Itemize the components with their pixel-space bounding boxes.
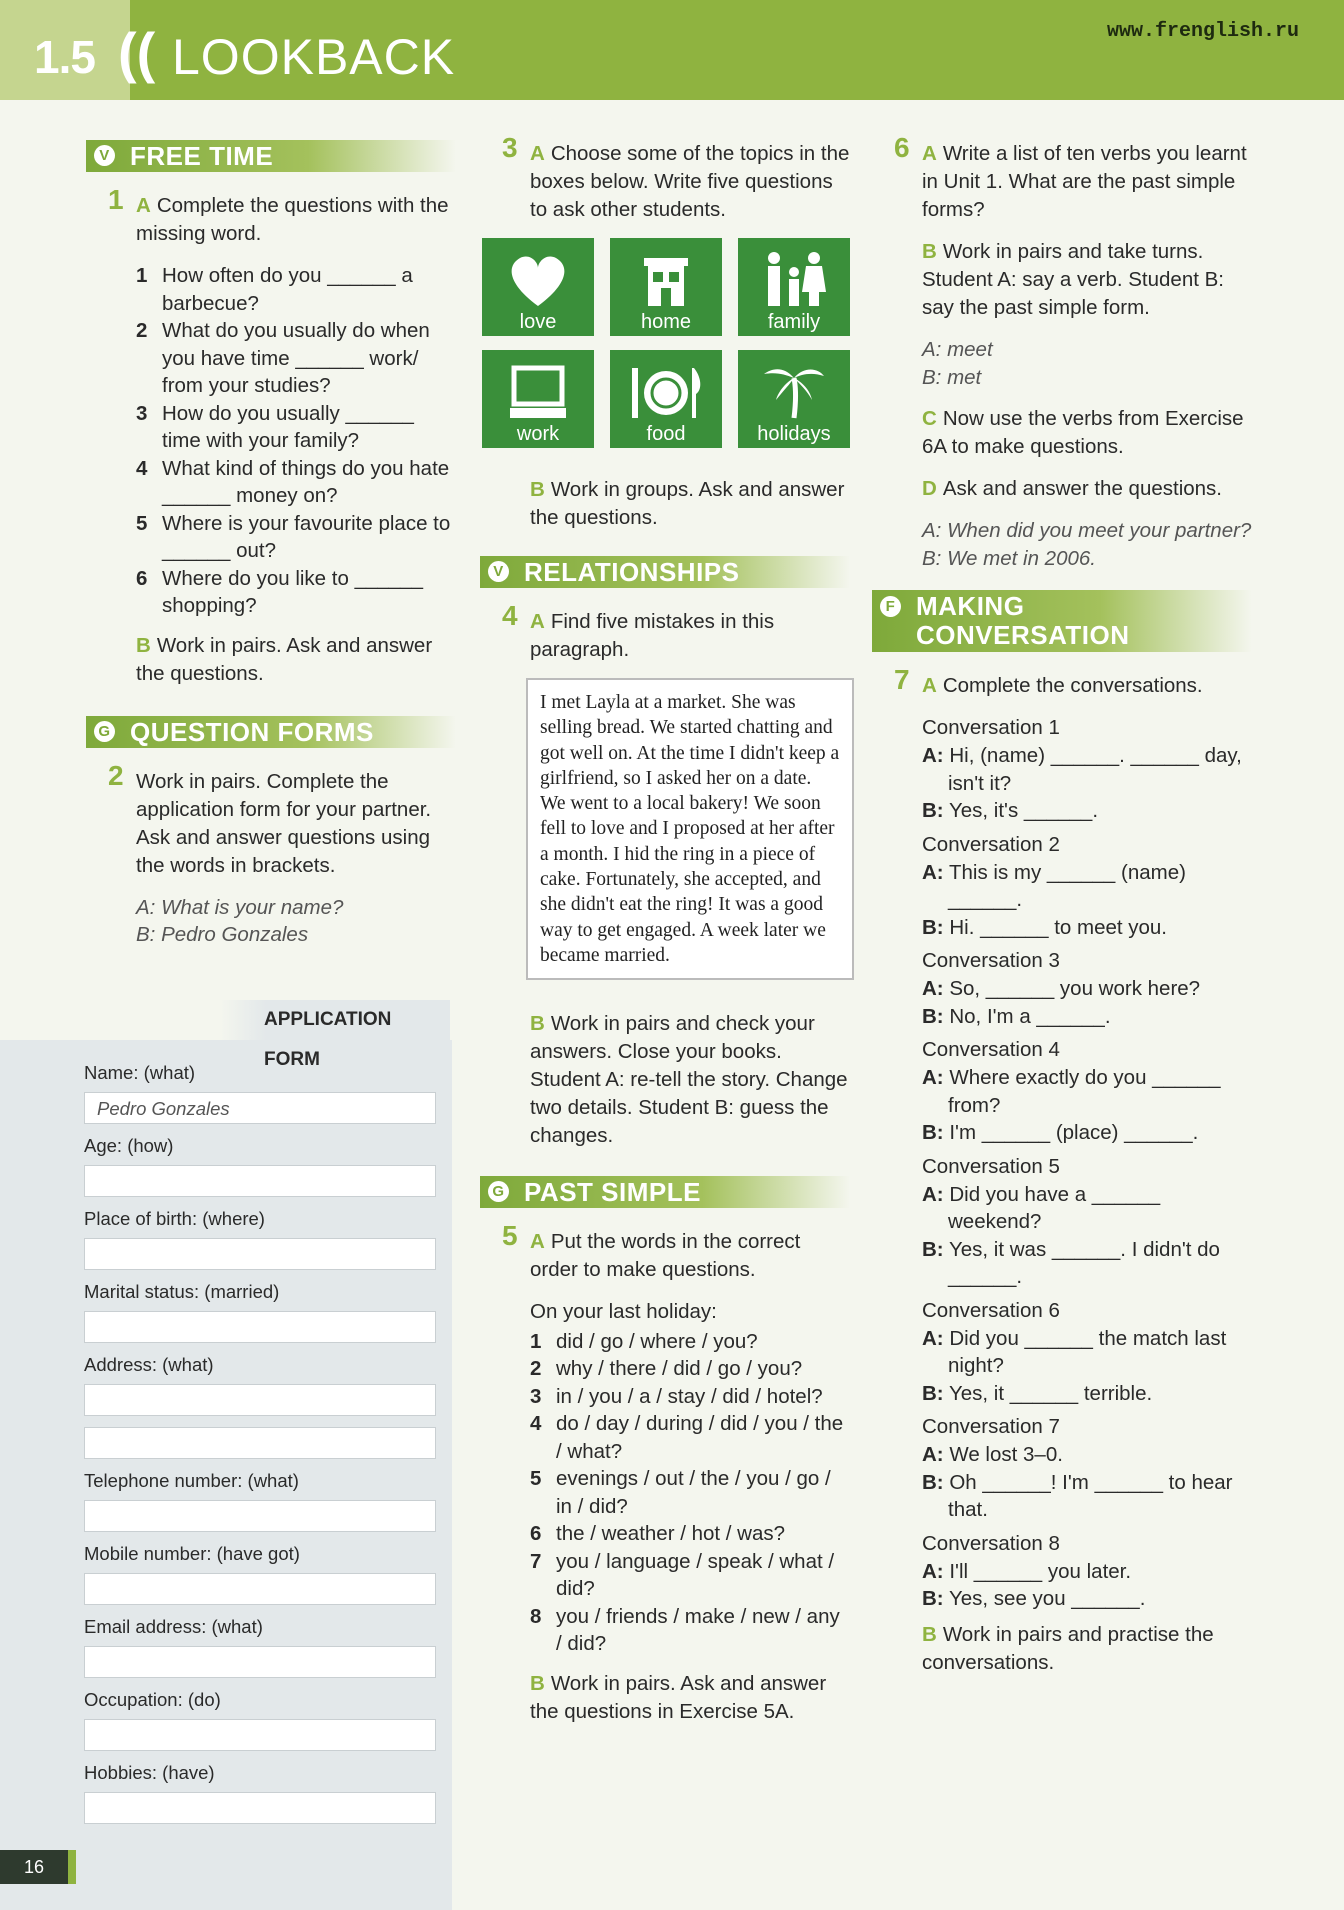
past-simple-items: [530, 1328, 850, 1658]
list-item: [530, 1520, 850, 1548]
question-example: A: When did you meet your partner? B: We met in 2006.: [922, 519, 1252, 570]
topic-label: food: [646, 423, 686, 445]
list-item: [530, 1465, 850, 1520]
speaker-label: B:: [922, 1237, 944, 1261]
conversation-title: Conversation 8: [922, 1531, 1060, 1555]
item-text: Where is your favourite place to ______ out?: [162, 511, 451, 562]
exercise-2: 2 Work in pairs. Complete the application form for your partner. Ask and answer questions using the words in brackets.: [108, 759, 432, 877]
line-text: Oh ______! I'm ______ to hear that.: [948, 1470, 1233, 1521]
line-text: We lost 3–0.: [949, 1443, 1063, 1466]
conversation-line: [922, 1064, 1252, 1119]
section-making-conversation: F MAKING CONVERSATION: [872, 590, 1252, 652]
conversations: [872, 714, 1252, 1613]
form-field-label: Hobbies: (have): [84, 1762, 215, 1783]
line-text: Yes, see you ______.: [948, 1587, 1146, 1610]
conversation-line: [922, 1380, 1252, 1408]
topic-label: work: [516, 423, 560, 445]
topic-tile-holidays: [738, 350, 850, 448]
topic-tile-food: [610, 350, 722, 448]
item-text: did / go / where / you?: [556, 1329, 758, 1353]
line-text: Did you have a ______ weekend?: [948, 1182, 1161, 1233]
item-text: you / language / speak / what / did?: [556, 1549, 835, 1601]
item-text: evenings / out / the / you / go / in / did?: [556, 1467, 831, 1518]
conversation-line: [922, 1325, 1252, 1380]
form-field-input[interactable]: [84, 1500, 436, 1532]
form-field-input[interactable]: [84, 1427, 436, 1459]
line-text: Yes, it's ______.: [948, 799, 1099, 822]
speaker-label: B:: [922, 1470, 944, 1494]
exercise-6d: D Ask and answer the questions.: [922, 477, 1223, 500]
exercise-7b: B Work in pairs and practise the conversations.: [922, 1622, 1214, 1674]
item-text: What kind of things do you hate ______ money on?: [162, 456, 450, 507]
item-number: 5: [136, 511, 148, 535]
speaker-label: A:: [922, 1443, 944, 1466]
form-field-input[interactable]: [84, 1384, 436, 1416]
function-badge-icon: F: [880, 596, 901, 617]
line-text: This is my ______ (name) ______.: [948, 860, 1186, 911]
item-number: 7: [530, 1549, 542, 1573]
list-item: [136, 400, 456, 455]
speaker-label: A:: [922, 1182, 944, 1206]
conversation-line: [922, 1469, 1252, 1524]
topic-label: holidays: [757, 423, 831, 445]
form-field-label: Telephone number: (what): [84, 1470, 299, 1491]
exercise-7a: 7 A Complete the conversations.: [894, 664, 1203, 697]
conversation-line: [922, 914, 1252, 942]
line-text: So, ______ you work here?: [949, 977, 1201, 1000]
form-field-input[interactable]: [84, 1165, 436, 1197]
list-item: [530, 1328, 850, 1356]
form-field-label: Occupation: (do): [84, 1689, 221, 1710]
form-field-label: Place of birth: (where): [84, 1208, 265, 1229]
speaker-label: B:: [922, 1121, 944, 1144]
free-time-questions: [136, 262, 456, 620]
speaker-label: B:: [922, 1381, 944, 1405]
item-number: 4: [136, 456, 148, 480]
section-question-forms: G QUESTION FORMS: [86, 716, 456, 748]
form-field-label: Name: (what): [84, 1062, 196, 1083]
palm-tree-icon: [754, 358, 834, 422]
conversation-line: [922, 1558, 1252, 1586]
item-number: 1: [136, 264, 148, 287]
section-free-time: V FREE TIME: [86, 140, 456, 172]
exercise-6c: C Now use the verbs from Exercise 6A to make questions.: [922, 407, 1244, 458]
conversation-title: Conversation 3: [922, 949, 1060, 972]
item-number: 3: [136, 401, 148, 425]
topic-tile-family: [738, 238, 850, 336]
item-number: 1: [530, 1329, 542, 1353]
item-text: What do you usually do when you have time ______ work/ from your studies?: [162, 319, 430, 397]
topic-label: home: [640, 311, 692, 333]
page-number: 16: [0, 1850, 76, 1884]
speaker-label: A:: [922, 1559, 944, 1583]
line-text: Yes, it ______ terrible.: [948, 1381, 1153, 1405]
list-item: [530, 1410, 850, 1465]
plate-icon: [626, 358, 706, 422]
conversation-title: Conversation 2: [922, 832, 1060, 856]
line-text: No, I'm a ______.: [949, 1004, 1111, 1028]
form-field-input[interactable]: [84, 1792, 436, 1824]
speaker-label: A:: [922, 977, 944, 1000]
conversation-line: [922, 1003, 1252, 1031]
line-text: I'll ______ you later.: [949, 1559, 1132, 1583]
item-number: 6: [530, 1522, 542, 1546]
line-text: I'm ______ (place) ______.: [949, 1121, 1199, 1144]
item-text: How do you usually ______ time with your family?: [162, 401, 414, 452]
section-past-simple: G PAST SIMPLE: [480, 1176, 850, 1208]
item-number: 2: [530, 1357, 542, 1381]
page-header: [0, 0, 1344, 100]
story-paragraph: I met Layla at a market. She was selling bread. We started chatting and got well on. At the time I didn't keep a girlfriend, so I asked her on a date. We went to a local bakery! We soon fell to love and I proposed at her after a month. I hid the ring in a piece of cake. Fortunately, she accepted, and she didn't eat the ring! It was a good way to get engaged. A week later we became married.: [526, 678, 854, 980]
topic-tile-home: [610, 238, 722, 336]
exercise-1b: B Work in pairs. Ask and answer the questions.: [136, 633, 433, 685]
speaker-label: B:: [922, 799, 944, 822]
topic-tile-love: [482, 238, 594, 336]
conversation-line: [922, 1236, 1252, 1291]
family-icon: [754, 246, 834, 310]
conversation-block: [872, 1413, 1252, 1524]
exercise-5b: B Work in pairs. Ask and answer the questions in Exercise 5A.: [530, 1671, 827, 1723]
form-field-input[interactable]: [84, 1311, 436, 1343]
line-text: Hi. ______ to meet you.: [949, 915, 1168, 939]
speaker-label: A:: [922, 744, 944, 767]
speaker-label: B:: [922, 1004, 944, 1028]
list-item: [136, 262, 456, 317]
exercise-3a: 3 A Choose some of the topics in the boxes below. Write five questions to ask other students.: [502, 132, 850, 221]
form-field-label: Marital status: (married): [84, 1281, 280, 1302]
topic-label: love: [519, 311, 557, 333]
conversation-title: Conversation 4: [922, 1038, 1060, 1061]
exercise-4a: 4 A Find five mistakes in this paragraph.: [502, 600, 775, 661]
exercise-4b: B Work in pairs and check your answers. Close your books. Student A: re-tell the story. Change two details. Student B: guess the changes.: [530, 1012, 848, 1148]
item-text: How often do you ______ a barbecue?: [162, 264, 413, 315]
form-field-input[interactable]: [84, 1719, 436, 1751]
conversation-line: [922, 797, 1252, 825]
form-field-label: Email address: (what): [84, 1616, 263, 1637]
form-field-label: Address: (what): [84, 1354, 214, 1375]
item-text: Where do you like to ______ shopping?: [162, 566, 423, 617]
exercise-6b: B Work in pairs and take turns. Student A: say a verb. Student B: say the past simple form.: [922, 240, 1224, 319]
item-text: the / weather / hot / was?: [556, 1522, 786, 1546]
item-number: 4: [530, 1412, 542, 1436]
form-field-input[interactable]: Pedro Gonzales: [84, 1092, 436, 1124]
topic-label: family: [767, 311, 821, 333]
item-text: you / friends / make / new / any / did?: [556, 1604, 840, 1656]
topic-tile-work: [482, 350, 594, 448]
list-item: [530, 1383, 850, 1411]
verb-example: A: meet B: met: [922, 338, 993, 389]
item-text: why / there / did / go / you?: [556, 1357, 803, 1381]
house-icon: [626, 246, 706, 310]
list-item: [530, 1603, 850, 1658]
site-url: www.frenglish.ru: [1106, 20, 1299, 43]
conversation-block: [872, 1153, 1252, 1291]
list-item: [136, 455, 456, 510]
form-field-label: Mobile number: (have got): [84, 1543, 300, 1564]
exercise-3b: B Work in groups. Ask and answer the questions.: [530, 478, 845, 529]
conversation-line: [922, 1119, 1252, 1147]
topic-tiles: [482, 238, 850, 448]
list-item: [530, 1548, 850, 1603]
item-number: 2: [136, 319, 148, 342]
conversation-line: [922, 1181, 1252, 1236]
conversation-block: [872, 714, 1252, 825]
column-2: [480, 132, 850, 1740]
page-title: LOOKBACK: [172, 29, 456, 85]
conversation-block: [872, 1530, 1252, 1613]
conversation-block: [872, 1036, 1252, 1147]
form-field-input[interactable]: [84, 1238, 436, 1270]
item-number: 8: [530, 1604, 542, 1628]
vocabulary-badge-icon: V: [94, 145, 115, 166]
item-number: 5: [530, 1467, 542, 1491]
speaker-label: A:: [922, 1066, 944, 1089]
section-relationships: V RELATIONSHIPS: [480, 556, 850, 588]
heart-icon: [498, 246, 578, 310]
conversation-title: Conversation 1: [922, 716, 1060, 739]
conversation-line: [922, 859, 1252, 914]
conversation-title: Conversation 6: [922, 1298, 1060, 1322]
list-item: [136, 317, 456, 400]
example-dialogue: A: What is your name? B: Pedro Gonzales: [136, 895, 344, 946]
grammar-badge-icon: G: [94, 721, 115, 742]
speaker-label: B:: [922, 915, 944, 939]
list-item: [530, 1355, 850, 1383]
line-text: Yes, it was ______. I didn't do ______.: [948, 1237, 1220, 1288]
conversation-title: Conversation 7: [922, 1415, 1060, 1438]
column-1: [86, 140, 456, 949]
form-field-input[interactable]: [84, 1573, 436, 1605]
past-simple-intro: On your last holiday:: [530, 1300, 717, 1324]
exercise-6a: 6 A Write a list of ten verbs you learnt in Unit 1. What are the past simple forms?: [894, 132, 1247, 221]
line-text: Did you ______ the match last night?: [948, 1326, 1227, 1377]
speaker-label: A:: [922, 860, 944, 884]
column-3: [872, 132, 1252, 1691]
line-text: Hi, (name) ______. ______ day, isn't it?: [948, 744, 1242, 795]
conversation-block: [872, 831, 1252, 942]
form-field-input[interactable]: [84, 1646, 436, 1678]
conversation-title: Conversation 5: [922, 1154, 1060, 1178]
item-number: 3: [530, 1384, 542, 1408]
computer-icon: [498, 358, 578, 422]
conversation-line: [922, 1585, 1252, 1613]
item-number: 6: [136, 566, 148, 590]
exercise-5a: 5 A Put the words in the correct order to make questions.: [502, 1220, 801, 1282]
conversation-line: [922, 1441, 1252, 1469]
unit-number: 1.5: [34, 31, 95, 83]
conversation-block: [872, 947, 1252, 1030]
list-item: [136, 510, 456, 565]
item-text: do / day / during / did / you / the / what?: [556, 1412, 844, 1463]
conversation-line: [922, 742, 1252, 797]
list-item: [136, 565, 456, 620]
vocabulary-badge-icon: V: [488, 561, 509, 582]
conversation-block: [872, 1297, 1252, 1408]
speaker-label: A:: [922, 1326, 944, 1350]
form-field-label: Age: (how): [84, 1135, 174, 1156]
application-form-title: APPLICATION FORM: [220, 1000, 450, 1040]
sound-wave-icon: ((: [118, 21, 156, 84]
grammar-badge-icon: G: [488, 1181, 509, 1202]
line-text: Where exactly do you ______ from?: [948, 1066, 1221, 1117]
exercise-1a: 1 A Complete the questions with the missing word.: [108, 184, 449, 245]
speaker-label: B:: [922, 1587, 944, 1610]
conversation-line: [922, 975, 1252, 1003]
item-text: in / you / a / stay / did / hotel?: [556, 1384, 823, 1408]
